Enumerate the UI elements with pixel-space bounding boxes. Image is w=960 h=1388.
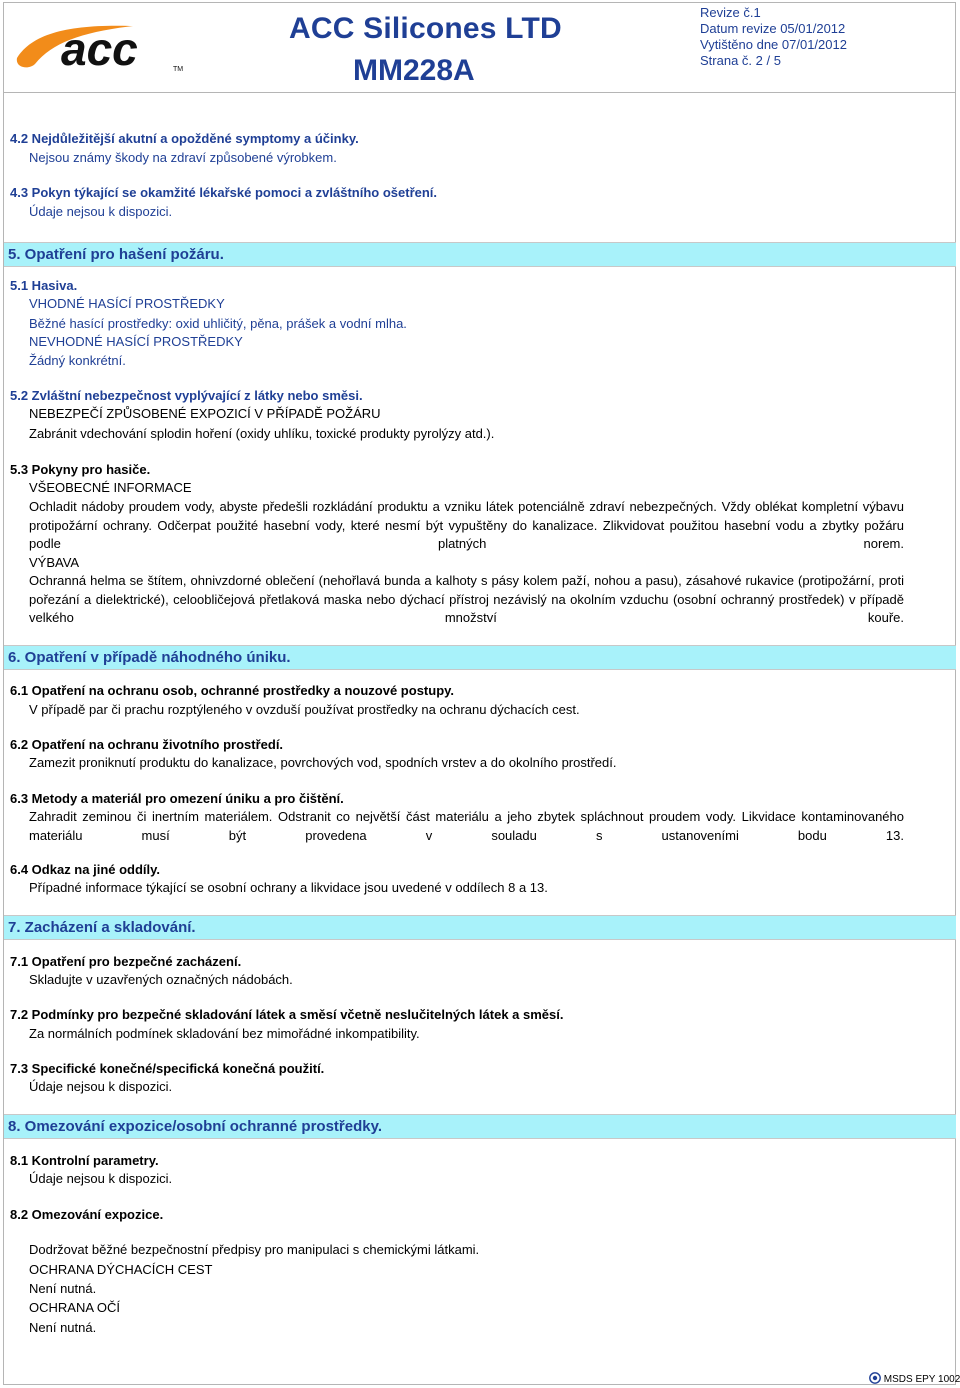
section-8-header	[4, 1114, 956, 1139]
eye-protection-text: Není nutná.	[29, 1320, 97, 1335]
section-6-4-text: Případné informace týkající se osobní ochrany a likvidace jsou uvedené v oddílech 8 a 13.	[29, 880, 548, 895]
page-number: Strana č. 2 / 5	[700, 53, 781, 68]
section-4-2-title: 4.2 Nejdůležitější akutní a opožděné symptomy a účinky.	[10, 131, 359, 146]
product-code: MM228A	[353, 54, 475, 87]
footer-code: MSDS EPY 1002	[883, 1374, 960, 1385]
section-7-header	[4, 915, 956, 940]
respiratory-protection-label: OCHRANA DÝCHACÍCH CEST	[29, 1262, 213, 1277]
revision-number: Revize č.1	[700, 5, 761, 20]
section-6-1-title: 6.1 Opatření na ochranu osob, ochranné prostředky a nouzové postupy.	[10, 683, 455, 698]
section-7-2-text: Za normálních podmínek skladování bez mimořádné inkompatibility.	[29, 1026, 420, 1041]
section-7-title: 7. Zacházení a skladování.	[8, 919, 196, 936]
section-4-2-text: Nejsou známy škody na zdraví způsobené výrobkem.	[29, 150, 337, 165]
section-5-2-title: 5.2 Zvláštní nebezpečnost vyplývající z látky nebo směsi.	[10, 388, 363, 403]
unsuitable-media-text: Žádný konkrétní.	[29, 353, 126, 368]
fire-hazard-label: NEBEZPEČÍ ZPŮSOBENÉ EXPOZICÍ V PŘÍPADĚ POŽÁRU	[29, 406, 381, 421]
msds-logo-icon	[869, 1372, 881, 1384]
section-6-title: 6. Opatření v případě náhodného úniku.	[8, 649, 291, 666]
section-6-3-text: Zahradit zeminou či inertním materiálem. Odstranit co největší část materiálu a jeho zbytek spláchnout proudem vody. Likvidace kontaminovaného materiálu musí být provedena v souladu s ustanoveními bodu 13.	[29, 809, 904, 843]
section-4-3-text: Údaje nejsou k dispozici.	[29, 204, 173, 219]
section-7-2-title: 7.2 Podmínky pro bezpečné skladování látek a směsí včetně neslučitelných látek a směsí.	[10, 1007, 564, 1022]
svg-text:acc: acc	[61, 23, 138, 74]
section-5-header	[4, 242, 956, 267]
print-date: Vytištěno dne 07/01/2012	[700, 37, 847, 52]
respiratory-protection-text: Není nutná.	[29, 1281, 97, 1296]
suitable-media-label: VHODNÉ HASÍCÍ PROSTŘEDKY	[29, 296, 225, 311]
suitable-media-text: Běžné hasící prostředky: oxid uhličitý, pěna, prášek a vodní mlha.	[29, 316, 407, 331]
section-7-1-title: 7.1 Opatření pro bezpečné zacházení.	[10, 954, 242, 969]
revision-date: Datum revize 05/01/2012	[700, 21, 846, 36]
svg-text:TM: TM	[173, 66, 184, 73]
section-8-1-title: 8.1 Kontrolní parametry.	[10, 1153, 159, 1168]
general-info-label: VŠEOBECNÉ INFORMACE	[29, 480, 192, 495]
equipment-label: VÝBAVA	[29, 555, 80, 570]
section-6-2-title: 6.2 Opatření na ochranu životního prostředí.	[10, 737, 284, 752]
acc-logo	[13, 18, 193, 74]
revision-info	[700, 5, 847, 69]
section-7-3-title: 7.3 Specifické konečné/specifická konečná použití.	[10, 1061, 325, 1076]
unsuitable-media-label: NEVHODNÉ HASÍCÍ PROSTŘEDKY	[29, 334, 243, 349]
footer	[869, 1372, 960, 1385]
section-6-header	[4, 645, 956, 670]
company-name: ACC Silicones LTD	[289, 12, 562, 45]
section-8-2-title: 8.2 Omezování expozice.	[10, 1207, 164, 1222]
section-6-3-title: 6.3 Metody a materiál pro omezení úniku a pro čištění.	[10, 791, 344, 806]
section-6-4-title: 6.4 Odkaz na jiné oddíly.	[10, 862, 161, 877]
section-5-3-title: 5.3 Pokyny pro hasiče.	[10, 462, 151, 477]
fire-hazard-text: Zabránit vdechování splodin hoření (oxidy uhlíku, toxické produkty pyrolýzy atd.).	[29, 426, 495, 441]
equipment-text: Ochranná helma se štítem, ohnivzdorné oblečení (nehořlavá bunda a kalhoty s pásy kolem paží, nohou a pasu), zásahové rukavice (protipožární, proti pořezání a dielektrické), celoobličejová přetlaková maska nebo dýchací přístroj nezávislý na okolním vzduchu (osobní ochranný prostředek) v případě velkého množství kouře.	[29, 573, 904, 625]
general-info-text: Ochladit nádoby proudem vody, abyste předešli rozkládání produktu a vzniku látek potenciálně zdraví nebezpečných. Vždy oblékat kompletní výbavu protipožární ochrany. Odčerpat použité hasební vody, které nesmí být vypuštěny do kanalizace. Zlikvidovat použitou hasební vodu a zbytky požáru podle platných norem.	[29, 499, 904, 551]
section-7-3-text: Údaje nejsou k dispozici.	[29, 1079, 173, 1094]
section-7-1-text: Skladujte v uzavřených označných nádobách.	[29, 972, 293, 987]
document-header	[3, 2, 956, 93]
section-5-1-title: 5.1 Hasiva.	[10, 278, 78, 293]
section-6-1-text: V případě par či prachu rozptýleného v ovzduší používat prostředky na ochranu dýchacích cest.	[29, 702, 580, 717]
section-4-3-title: 4.3 Pokyn týkající se okamžité lékařské pomoci a zvláštního ošetření.	[10, 185, 438, 200]
section-8-1-text: Údaje nejsou k dispozici.	[29, 1171, 173, 1186]
eye-protection-label: OCHRANA OČÍ	[29, 1300, 121, 1315]
section-8-2-text: Dodržovat běžné bezpečnostní předpisy pro manipulaci s chemickými látkami.	[29, 1242, 480, 1257]
section-8-title: 8. Omezování expozice/osobní ochranné prostředky.	[8, 1118, 382, 1135]
section-5-title: 5. Opatření pro hašení požáru.	[8, 246, 224, 263]
section-6-2-text: Zamezit proniknutí produktu do kanalizace, povrchových vod, spodních vrstev a do okolního prostředí.	[29, 755, 617, 770]
